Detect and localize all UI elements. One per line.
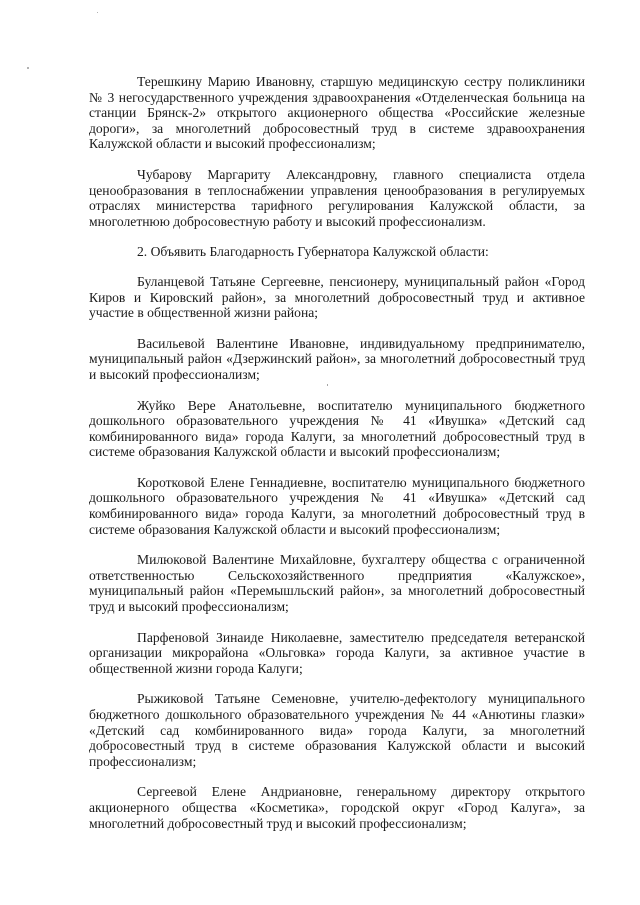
paragraph-sergeeva: Сергеевой Елене Андриановне, генеральному директору открытого акционерного общества «Косметика», городской округ «Город Калуга», за многолетний добросовестный труд и высокий профессионализм; bbox=[89, 784, 585, 831]
scan-speck bbox=[27, 67, 29, 69]
document-page bbox=[89, 74, 585, 846]
paragraph-vasilyeva: Васильевой Валентине Ивановне, индивидуальному предпринимателю, муниципальный район «Дзержинский район», за многолетний добросовестный труд и высокий профессионализм; bbox=[89, 335, 585, 382]
scan-speck bbox=[97, 12, 98, 13]
paragraph-ryzhikova: Рыжиковой Татьяне Семеновне, учителю-дефектологу муниципального бюджетного дошкольного образовательного учреждения № 44 «Анютины глазки» «Детский сад комбинированного вида» города Калуги, за многолетний добросовестный труд в системе образования Калужской области и высокий профессионализм; bbox=[89, 691, 585, 769]
paragraph-tereshkina: Терешкину Марию Ивановну, старшую медицинскую сестру поликлиники № 3 негосударственного учреждения здравоохранения «Отделенческая больница на станции Брянск-2» открытого акционерного общества «Российские железные дороги», за многолетний добросовестный труд в системе здравоохранения Калужской области и высокий профессионализм; bbox=[89, 74, 585, 152]
section-heading-gratitude: 2. Объявить Благодарность Губернатора Калужской области: bbox=[137, 244, 489, 260]
paragraph-chubarova: Чубарову Маргариту Александровну, главного специалиста отдела ценообразования в теплоснабжении управления ценообразования в регулируемых отраслях министерства тарифного регулирования Калужской области, за многолетнюю добросовестную работу и высокий профессионализм. bbox=[89, 166, 585, 229]
paragraph-parfenova: Парфеновой Зинаиде Николаевне, заместителю председателя ветеранской организации микрорайона «Ольговка» города Калуги, за активное участие в общественной жизни города Калуги; bbox=[89, 629, 585, 676]
paragraph-bulantseva: Буланцевой Татьяне Сергеевне, пенсионеру, муниципальный район «Город Киров и Кировский район», за многолетний добросовестный труд и активное участие в общественной жизни района; bbox=[89, 273, 585, 321]
paragraph-milyukova: Милюковой Валентине Михайловне, бухгалтеру общества с ограниченной ответственностью Сельскохозяйственного предприятия «Калужское», муниципальный район «Перемышльский район», за многолетний добросовестный труд и высокий профессионализм; bbox=[89, 552, 585, 615]
paragraph-korotkova: Коротковой Елене Геннадиевне, воспитателю муниципального бюджетного дошкольного образовательного учреждения № 41 «Ивушка» «Детский сад комбинированного вида» города Калуги, за многолетний добросовестный труд в системе образования Калужской области и высокий профессионализм; bbox=[89, 474, 585, 537]
paragraph-zhuyko: Жуйко Вере Анатольевне, воспитателю муниципального бюджетного дошкольного образовательного учреждения № 41 «Ивушка» «Детский сад комбинированного вида» города Калуги, за многолетний добросовестный труд в системе образования Калужской области и высокий профессионализм; bbox=[89, 397, 585, 460]
